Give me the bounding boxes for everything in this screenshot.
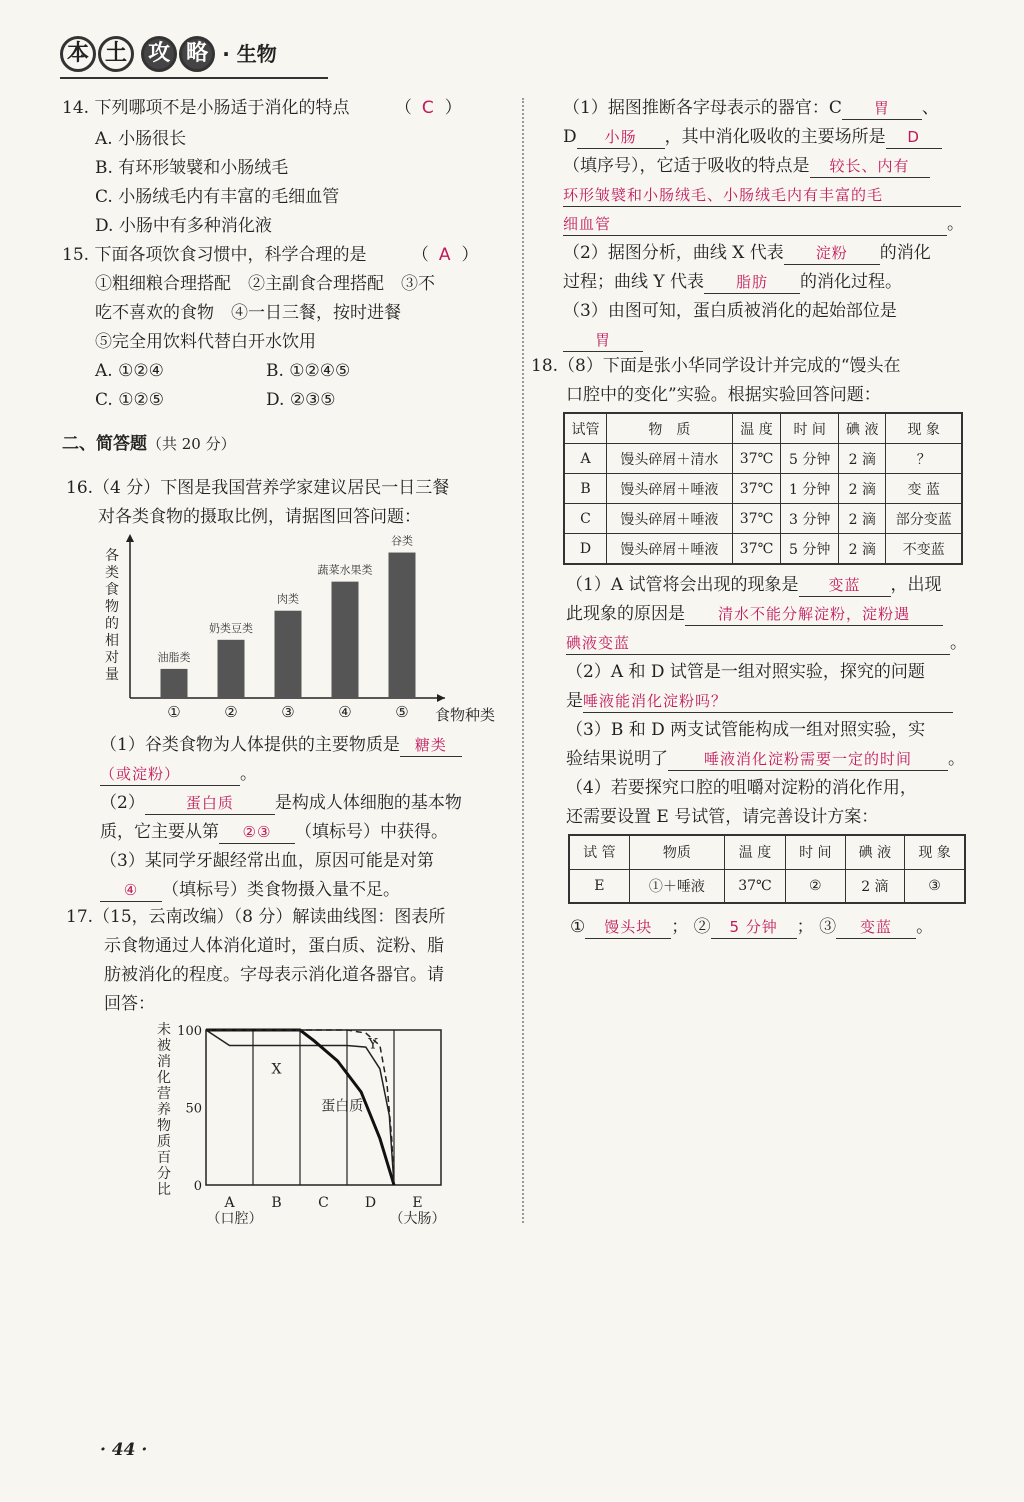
column-divider (522, 98, 524, 1223)
q17-p3: （3）由图可知，蛋白质被消化的起始部位是 (563, 301, 897, 321)
q14-option-c: C. 小肠绒毛内有丰富的毛细血管 (95, 187, 340, 207)
x-axis-arrow (437, 694, 445, 702)
q18-line-1: 18.（8）下面是张小华同学设计并完成的“馒头在 (531, 356, 901, 376)
q17-p2: （2）据图分析，曲线 X 代表 淀粉 的消化 (563, 243, 931, 263)
x-axis-label: 食物种类 (435, 706, 496, 724)
bar-label: 谷类 (391, 534, 413, 548)
q18-p1: （1）A 试管将会出现的现象是 变蓝 ，出现 (566, 575, 942, 595)
header-underline (60, 77, 328, 79)
q17-p1-line3: （填序号），它适于吸收的特点是 较长、内有 (563, 152, 930, 181)
q18-fill: ① 馒头块 ； ② 5 分钟 ； ③ 变蓝 。 (570, 917, 934, 937)
bar (161, 669, 188, 698)
tick-label: ④ (338, 703, 352, 721)
q15-option-c: C. ①②⑤ (95, 390, 164, 410)
region-label: E (412, 1195, 423, 1211)
q16-p2: （2） 蛋白质 是构成人体细胞的基本物 (100, 793, 462, 813)
bar-label: 肉类 (277, 592, 299, 606)
q15-option-d: D. ②③⑤ (266, 390, 336, 410)
q16-line-2: 对各类食物的摄取比例，请据图回答问题： (98, 507, 421, 527)
q14-option-b: B. 有环形皱襞和小肠绒毛 (95, 158, 289, 178)
y-axis-label: 各类食物的相对量 (105, 548, 119, 683)
q18-p3: （3）B 和 D 两支试管能构成一组对照实验，实 (566, 720, 926, 740)
table-header-row: 试管 物 质 温 度 时 间 碘 液 现 象 (564, 413, 962, 444)
bar (275, 611, 302, 698)
book-header (60, 36, 330, 80)
bar-label: 蔬菜水果类 (317, 563, 373, 577)
series-label: Y (368, 1036, 378, 1053)
table-row: C 馒头碎屑＋唾液 37℃ 3 分钟 2 滴 部分变蓝 (564, 504, 962, 534)
q15-option-a: A. ①②④ (95, 361, 164, 381)
q17-p3-line2: 胃 (563, 326, 643, 355)
region-label: B (271, 1195, 282, 1211)
bar (389, 553, 416, 698)
q17-line-3: 肪被消化的程度。字母表示消化道各器官。请 (104, 965, 444, 985)
tick-label: ② (224, 703, 238, 721)
q18-p2: （2）A 和 D 试管是一组对照实验，探究的问题 (566, 662, 925, 682)
region-label: D (364, 1195, 377, 1211)
header-subject: · 生物 (222, 42, 277, 66)
q16-p1: （1）谷类食物为人体提供的主要物质是 糖类 (100, 731, 462, 760)
table-row: B 馒头碎屑＋唾液 37℃ 1 分钟 2 滴 变 蓝 (564, 474, 962, 504)
table-header-row: 试 管 物质 温 度 时 间 碘 液 现 象 (569, 835, 965, 869)
q16-p2-line2: 质，它主要从第 ②③ （填标号）中获得。 (100, 822, 448, 842)
q18-p4-line2: 还需要设置 E 号试管，请完善设计方案： (566, 807, 879, 827)
q16-line-1: 16.（4 分）下图是我国营养学家建议居民一日三餐 (66, 478, 450, 498)
tick-label: ③ (281, 703, 295, 721)
region-label: C (318, 1195, 329, 1211)
series-label: 蛋白质 (321, 1098, 364, 1115)
q17-p1-line5: 细血管 。 (563, 214, 964, 234)
q15-line-1: ①粗细粮合理搭配 ②主副食合理搭配 ③不 (95, 274, 435, 294)
q17-p1-line4: 环形皱襞和小肠绒毛、小肠绒毛内有丰富的毛 (563, 181, 961, 210)
header-char-4: 略 (179, 36, 215, 72)
page-number: · 44 · (100, 1440, 148, 1460)
q14-option-a: A. 小肠很长 (95, 129, 187, 149)
q16-p3-line2: ④ （填标号）类食物摄入量不足。 (100, 876, 400, 905)
y-tick-label: 100 (177, 1024, 202, 1039)
q17-line-2: 示食物通过人体消化道时，蛋白质、淀粉、脂 (104, 936, 444, 956)
q18-p1-line3: 碘液变蓝 。 (566, 633, 967, 653)
section-title: 二、简答题（共 20 分） (62, 434, 236, 454)
tick-label: ⑤ (395, 703, 409, 721)
y-tick-label: 50 (185, 1101, 202, 1117)
food-bar-chart (100, 530, 520, 730)
q15-answer: A (438, 245, 452, 265)
y-axis-label: 未被消化营养物质百分比 (157, 1022, 171, 1198)
q15-option-b: B. ①②④⑤ (266, 361, 351, 381)
q18-p2-line2: 是唾液能消化淀粉吗？ (566, 687, 953, 716)
tick-label: ① (167, 703, 181, 721)
q16-p3: （3）某同学牙龈经常出血，原因可能是对第 (100, 851, 434, 871)
q16-p1-cont: （或淀粉） 。 (100, 764, 257, 784)
design-table (568, 834, 966, 904)
q18-p3-line2: 验结果说明了 唾液消化淀粉需要一定的时间 。 (566, 749, 965, 769)
experiment-table (563, 412, 963, 565)
q18-p4: （4）若要探究口腔的咀嚼对淀粉的消化作用， (566, 778, 917, 798)
header-char-3: 攻 (141, 36, 177, 72)
table-row: E ①＋唾液 37℃ ② 2 滴 ③ (569, 869, 965, 903)
header-char-1: 本 (60, 36, 96, 72)
q15-line-2: 吃不喜欢的食物 ④一日三餐，按时进餐 (95, 303, 401, 323)
q14-stem: 14. 下列哪项不是小肠适于消化的特点 （ C ） (62, 98, 462, 118)
q17-line-4: 回答： (104, 994, 155, 1014)
y-axis-arrow (126, 534, 134, 542)
bar (332, 582, 359, 698)
table-row: A 馒头碎屑＋清水 37℃ 5 分钟 2 滴 ？ (564, 444, 962, 474)
bar-label: 油脂类 (157, 650, 191, 664)
series-label: X (271, 1061, 282, 1078)
q17-p1: （1）据图推断各字母表示的器官：C 胃 、 (563, 98, 939, 118)
y-tick-label: 0 (193, 1179, 202, 1194)
q15-stem: 15. 下面各项饮食习惯中，科学合理的是 （ A ） (62, 245, 479, 265)
q17-p1-line2: D 小肠 ，其中消化吸收的主要场所是 D (563, 123, 942, 152)
q14-option-d: D. 小肠中有多种消化液 (95, 216, 272, 236)
q14-answer: C (421, 98, 435, 118)
q18-p1-line2: 此现象的原因是 清水不能分解淀粉，淀粉遇 (566, 600, 943, 629)
bar-label: 奶类豆类 (209, 621, 253, 635)
region-note: （口腔） (206, 1211, 263, 1227)
bar (218, 640, 245, 698)
q18-line-2: 口腔中的变化”实验。根据实验回答问题： (566, 385, 881, 405)
region-label: A (224, 1195, 235, 1211)
header-char-2: 土 (98, 36, 134, 72)
region-note: （大肠） (389, 1211, 446, 1227)
q15-line-3: ⑤完全用饮料代替白开水饮用 (95, 332, 316, 352)
q17-line-1: 17.（15，云南改编）（8 分）解读曲线图：图表所 (66, 907, 446, 927)
q17-p2-line2: 过程；曲线 Y 代表 脂肪 的消化过程。 (563, 272, 903, 292)
digestion-curve-chart (150, 1020, 450, 1230)
table-row: D 馒头碎屑＋唾液 37℃ 5 分钟 2 滴 不变蓝 (564, 534, 962, 565)
